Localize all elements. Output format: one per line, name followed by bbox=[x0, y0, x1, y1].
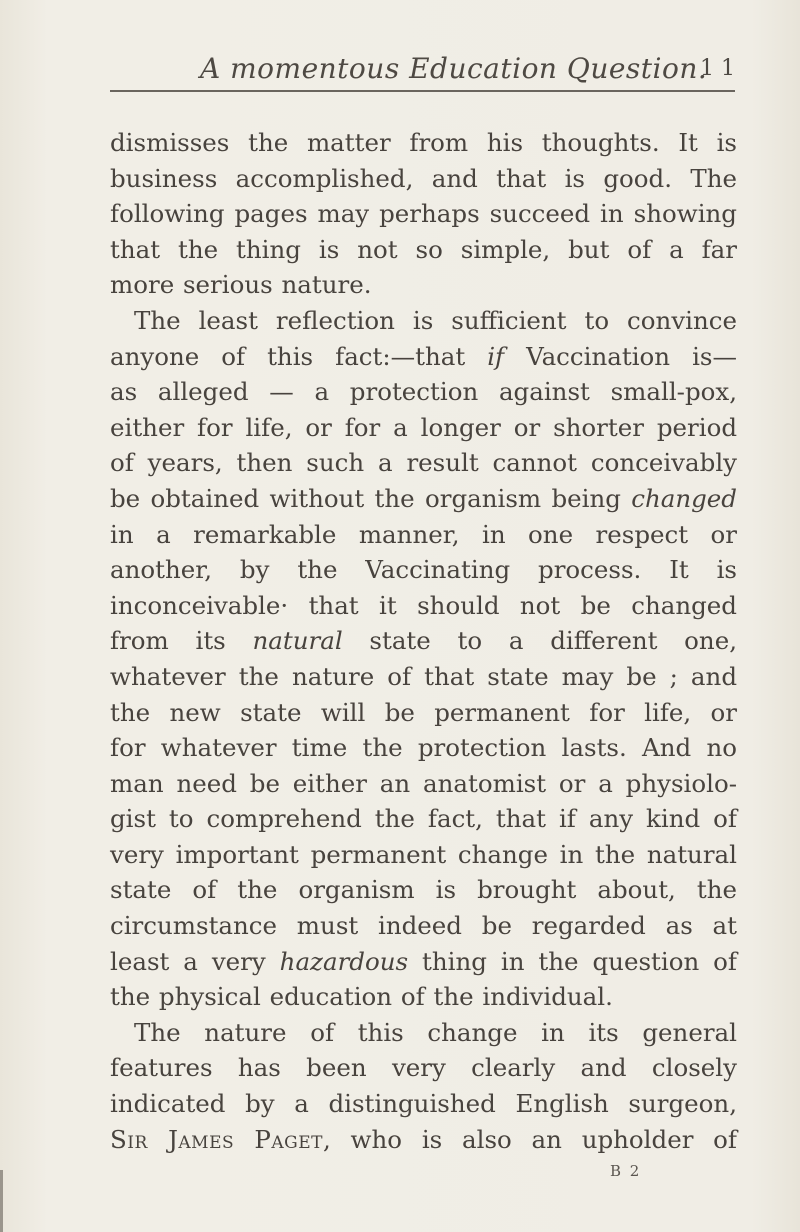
text-run: Vaccination is— bbox=[504, 341, 737, 371]
text-run: , who is also an upholder of bbox=[323, 1124, 737, 1154]
signature-mark: B 2 bbox=[610, 1162, 642, 1180]
text-run: state to a different one, bbox=[342, 626, 738, 656]
text-line bbox=[110, 1122, 737, 1158]
italic-run: hazardous bbox=[279, 946, 409, 976]
text-line: of years, then such a result cannot conceivably bbox=[110, 448, 737, 478]
text-line bbox=[110, 623, 737, 659]
text-line: more serious nature. bbox=[110, 270, 372, 300]
text-run: thing in the question of bbox=[408, 946, 737, 976]
text-line bbox=[110, 339, 737, 375]
text-run: anyone of this fact:—that bbox=[110, 341, 488, 371]
text-line: inconceivable· that it should not be changed bbox=[110, 590, 737, 620]
text-line: very important permanent change in the natural bbox=[110, 839, 737, 869]
text-line: business accomplished, and that is good. The bbox=[110, 163, 737, 193]
text-line: whatever the nature of that state may be ; and bbox=[110, 661, 737, 691]
text-line: indicated by a distinguished English surgeon, bbox=[110, 1089, 737, 1119]
italic-run: natural bbox=[252, 626, 343, 656]
text-line: either for life, or for a longer or shorter period bbox=[110, 412, 737, 442]
text-line: following pages may perhaps succeed in showing bbox=[110, 199, 737, 229]
text-line: another, by the Vaccinating process. It is bbox=[110, 555, 737, 585]
italic-run: if bbox=[487, 341, 505, 371]
header-rule bbox=[110, 90, 735, 92]
text-line: in a remarkable manner, in one respect or bbox=[110, 519, 737, 549]
small-caps-run: Sir James Paget bbox=[110, 1124, 323, 1154]
text-line: The least reflection is sufficient to convince bbox=[134, 305, 737, 335]
italic-run: changed bbox=[631, 483, 737, 513]
text-line: the physical education of the individual. bbox=[110, 982, 613, 1012]
text-line: state of the organism is brought about, the bbox=[110, 875, 737, 905]
running-title: A momentous Education Question. bbox=[200, 52, 708, 85]
text-run: be obtained without the organism being bbox=[110, 483, 632, 513]
text-line: dismisses the matter from his thoughts. It is bbox=[110, 128, 737, 157]
text-line: the new state will be permanent for life, or bbox=[110, 697, 737, 727]
text-run: least a very bbox=[110, 946, 280, 976]
text-line: that the thing is not so simple, but of a far bbox=[110, 234, 737, 264]
text-line: as alleged — a protection against small-pox, bbox=[110, 377, 737, 407]
text-line: features has been very clearly and closely bbox=[110, 1053, 737, 1083]
text-run: from its bbox=[110, 626, 253, 656]
gutter-shadow bbox=[0, 1170, 3, 1232]
page-header bbox=[110, 52, 735, 92]
text-line: gist to comprehend the fact, that if any kind of bbox=[110, 804, 737, 834]
text-line: The nature of this change in its general bbox=[134, 1017, 737, 1047]
page-number: 1 1 bbox=[700, 56, 735, 81]
text-line bbox=[110, 944, 737, 980]
text-line: for whatever time the protection lasts. And no bbox=[110, 733, 737, 763]
text-line bbox=[110, 481, 737, 517]
body-text bbox=[110, 125, 737, 1157]
text-line: circumstance must indeed be regarded as at bbox=[110, 911, 737, 941]
text-line: man need be either an anatomist or a physiolo- bbox=[110, 768, 737, 798]
